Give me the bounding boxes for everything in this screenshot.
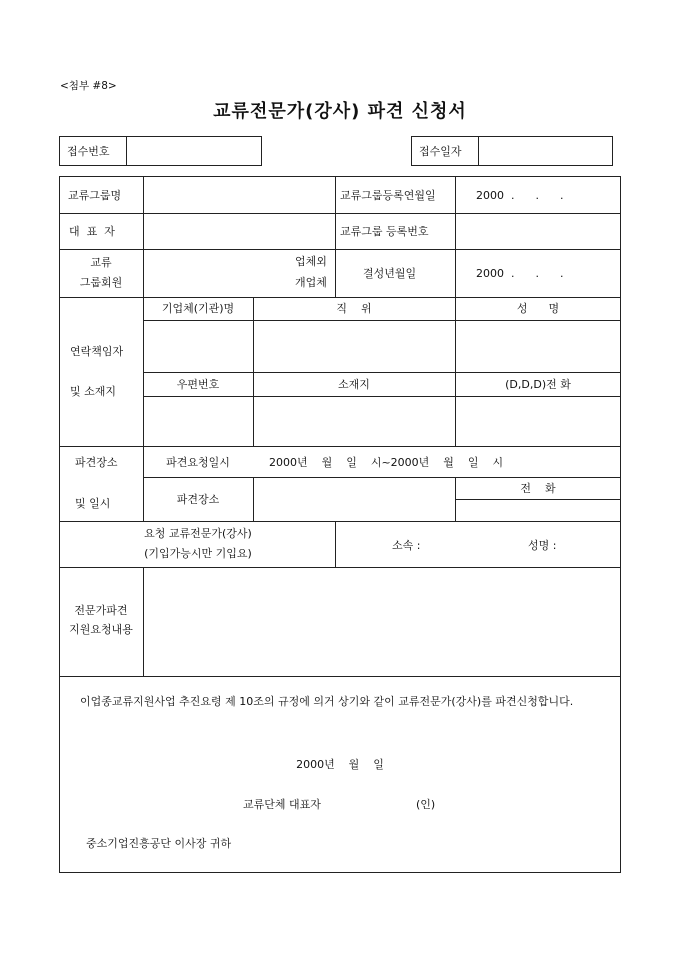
industry-label-line2: 개업체 [295,276,327,289]
postal-header: 우편번호 [176,378,220,391]
representative-field[interactable] [145,215,333,248]
group-reg-date-value[interactable]: 2000 . . . [476,189,564,202]
place-phone-field[interactable] [457,501,619,520]
receipt-date-field[interactable] [480,138,611,164]
place-phone-label: 전 화 [520,482,556,495]
company-name-header: 기업체(기관)명 [161,302,235,315]
phone-field[interactable] [457,398,619,445]
affiliation-label[interactable]: 소속 : [392,539,421,552]
address-header: 소재지 [338,378,370,391]
members-label-line2: 그룹회원 [79,276,123,289]
place-label: 파견장소 [176,493,220,506]
declaration-text: 이업종교류지원사업 추진요령 제 10조의 규정에 의거 상기와 같이 교류전문가(강사)를 파견신청합니다. [80,695,574,708]
request-content-label-line1: 전문가파견 [74,604,128,617]
address-field[interactable] [255,398,454,445]
dispatch-label-line1: 파견장소 [75,456,118,469]
position-header: 직 위 [336,302,372,315]
postal-field[interactable] [145,398,252,445]
contact-name-field[interactable] [457,322,619,371]
addressee: 중소기업진흥공단 이사장 귀하 [86,837,232,850]
representative-label: 대 표 자 [69,225,115,238]
requested-date-value[interactable]: 2000년 월 일 시~2000년 월 일 시 [269,456,504,469]
dispatch-label-line2: 및 일시 [75,497,111,510]
group-name-field[interactable] [145,178,333,212]
name-header: 성 명 [516,302,560,315]
founded-label: 결성년월일 [363,267,417,280]
place-field[interactable] [255,479,454,520]
expert-name-label[interactable]: 성명 : [528,539,557,552]
expert-label-line2: (기입가능시만 기입요) [144,547,252,560]
receipt-date-label: 접수일자 [419,145,462,158]
attachment-number: <첨부 #8> [60,80,117,92]
contact-label-line2: 및 소재지 [70,385,117,398]
request-content-field[interactable] [145,569,619,675]
group-name-label: 교류그룹명 [68,189,122,202]
receipt-number-label: 접수번호 [67,145,110,158]
phone-header: (D,D,D)전 화 [505,378,571,391]
seal-mark: (인) [416,798,436,811]
signer-label: 교류단체 대표자 [243,798,321,811]
company-name-field[interactable] [145,322,252,371]
industry-label-line1: 업체외 [295,255,327,268]
declaration-date: 2000년 월 일 [296,758,384,771]
position-field[interactable] [255,322,454,371]
group-reg-no-label: 교류그룹 등록번호 [340,225,429,238]
group-reg-date-label: 교류그룹등록연월일 [340,189,436,202]
requested-date-label: 파견요청일시 [166,456,230,469]
page-title: 교류전문가(강사) 파견 신청서 [213,101,467,122]
members-label-line1: 교류 [90,256,112,269]
request-content-label-line2: 지원요청내용 [69,623,133,636]
expert-label-line1: 요청 교류전문가(강사) [144,527,252,540]
contact-label-line1: 연락책임자 [70,345,124,358]
receipt-number-field[interactable] [128,138,260,164]
group-reg-no-field[interactable] [457,215,619,248]
founded-value[interactable]: 2000 . . . [476,267,564,280]
